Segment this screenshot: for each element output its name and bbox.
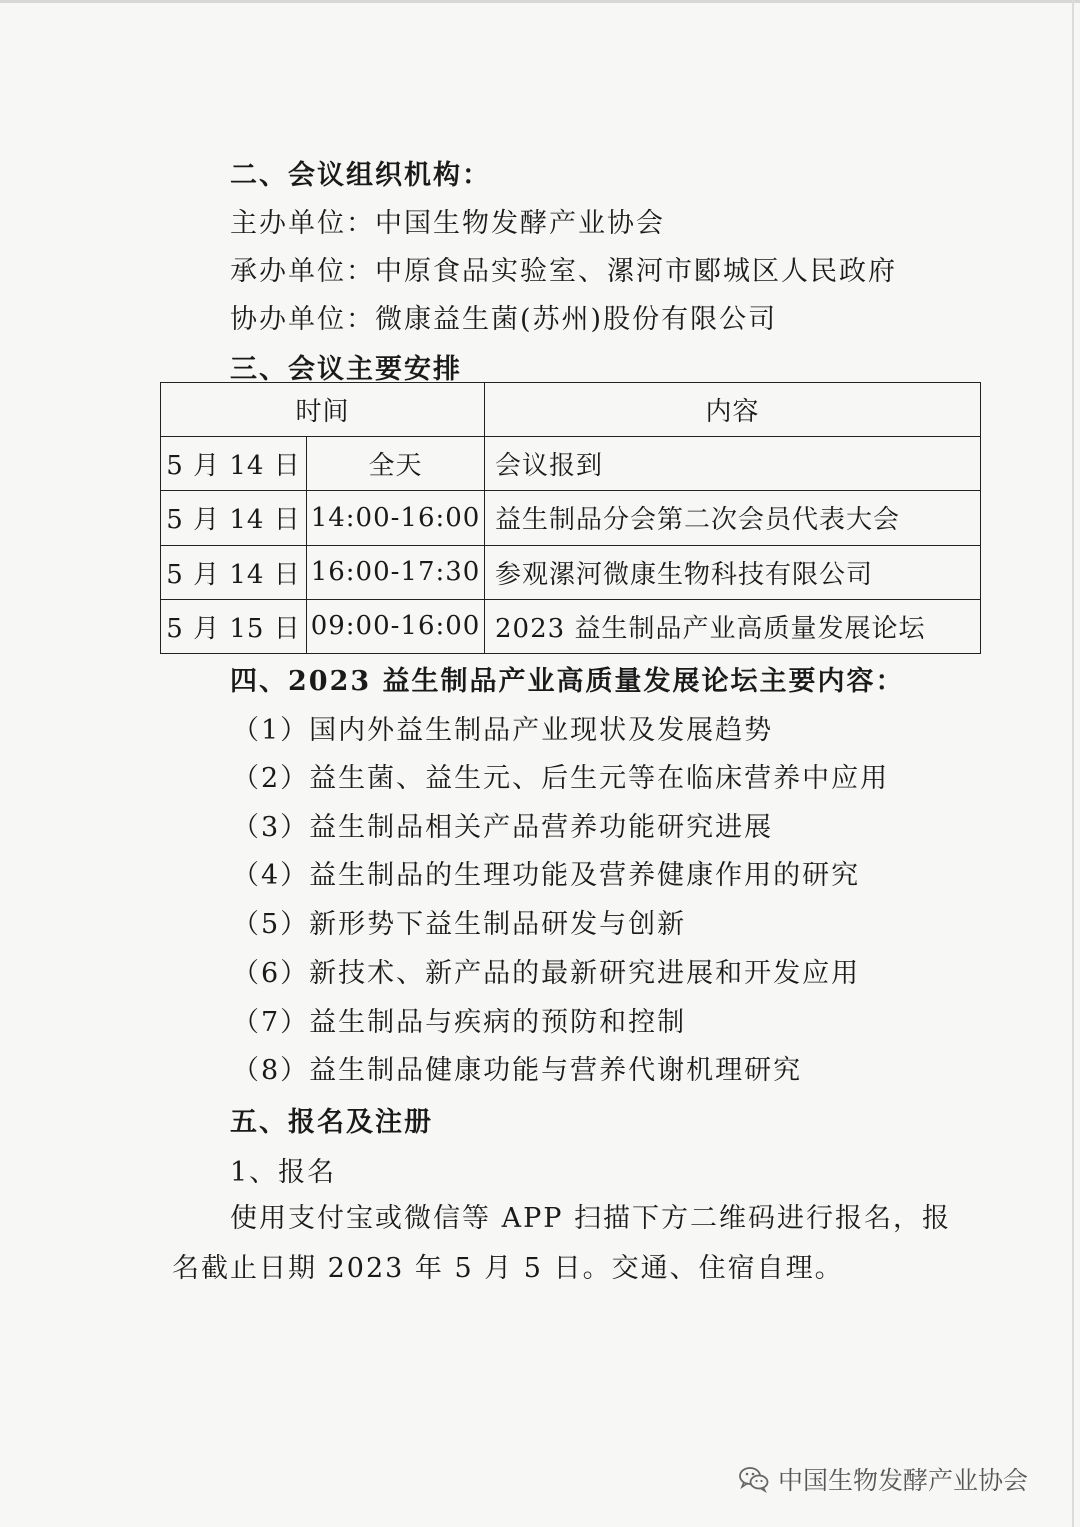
forum-topic-8: （8）益生制品健康功能与营养代谢机理研究 xyxy=(232,1055,803,1086)
cell-content: 会议报到 xyxy=(485,437,981,491)
schedule-table xyxy=(160,382,981,654)
wechat-icon xyxy=(738,1465,770,1493)
forum-topic-4: （4）益生制品的生理功能及营养健康作用的研究 xyxy=(232,860,861,891)
section4-heading: 四、2023 益生制品产业高质量发展论坛主要内容： xyxy=(230,666,905,697)
table-row xyxy=(161,491,981,545)
cell-date: 5 月 14 日 xyxy=(161,491,307,545)
forum-topic-6: （6）新技术、新产品的最新研究进展和开发应用 xyxy=(232,958,861,989)
header-time: 时间 xyxy=(161,383,485,437)
cell-content: 参观漯河微康生物科技有限公司 xyxy=(485,545,981,599)
cell-time: 16:00-17:30 xyxy=(307,545,485,599)
cell-date: 5 月 15 日 xyxy=(161,599,307,653)
cell-content: 益生制品分会第二次会员代表大会 xyxy=(485,491,981,545)
cell-time: 全天 xyxy=(307,437,485,491)
scan-edge-top xyxy=(0,0,1080,3)
co-organizer-unit: 协办单位：微康益生菌(苏州)股份有限公司 xyxy=(230,304,778,335)
cell-date: 5 月 14 日 xyxy=(161,545,307,599)
host-unit: 主办单位：中国生物发酵产业协会 xyxy=(230,208,665,239)
cell-time: 14:00-16:00 xyxy=(307,491,485,545)
forum-topic-5: （5）新形势下益生制品研发与创新 xyxy=(232,909,687,940)
table-row xyxy=(161,545,981,599)
organizer-unit: 承办单位：中原食品实验室、漯河市郾城区人民政府 xyxy=(230,256,897,287)
cell-time: 09:00-16:00 xyxy=(307,599,485,653)
forum-topic-2: （2）益生菌、益生元、后生元等在临床营养中应用 xyxy=(232,763,890,794)
scan-edge-right xyxy=(1072,0,1074,1527)
registration-text-line2: 名截止日期 2023 年 5 月 5 日。交通、住宿自理。 xyxy=(172,1253,844,1284)
section2-heading: 二、会议组织机构： xyxy=(230,160,491,191)
table-row xyxy=(161,437,981,491)
forum-topic-3: （3）益生制品相关产品营养功能研究进展 xyxy=(232,812,774,843)
registration-subheading: 1、报名 xyxy=(230,1157,337,1188)
table-row xyxy=(161,599,981,653)
cell-content: 2023 益生制品产业高质量发展论坛 xyxy=(485,599,981,653)
watermark-text: 中国生物发酵产业协会 xyxy=(778,1466,1029,1495)
header-content: 内容 xyxy=(485,383,981,437)
wechat-watermark xyxy=(738,1462,1028,1496)
section5-heading: 五、报名及注册 xyxy=(230,1107,433,1138)
table-header-row xyxy=(161,383,981,437)
cell-date: 5 月 14 日 xyxy=(161,437,307,491)
section3-heading: 三、会议主要安排 xyxy=(230,354,462,385)
registration-text-line1: 使用支付宝或微信等 APP 扫描下方二维码进行报名，报 xyxy=(230,1203,951,1234)
forum-topic-1: （1）国内外益生制品产业现状及发展趋势 xyxy=(232,715,774,746)
forum-topic-7: （7）益生制品与疾病的预防和控制 xyxy=(232,1007,687,1038)
